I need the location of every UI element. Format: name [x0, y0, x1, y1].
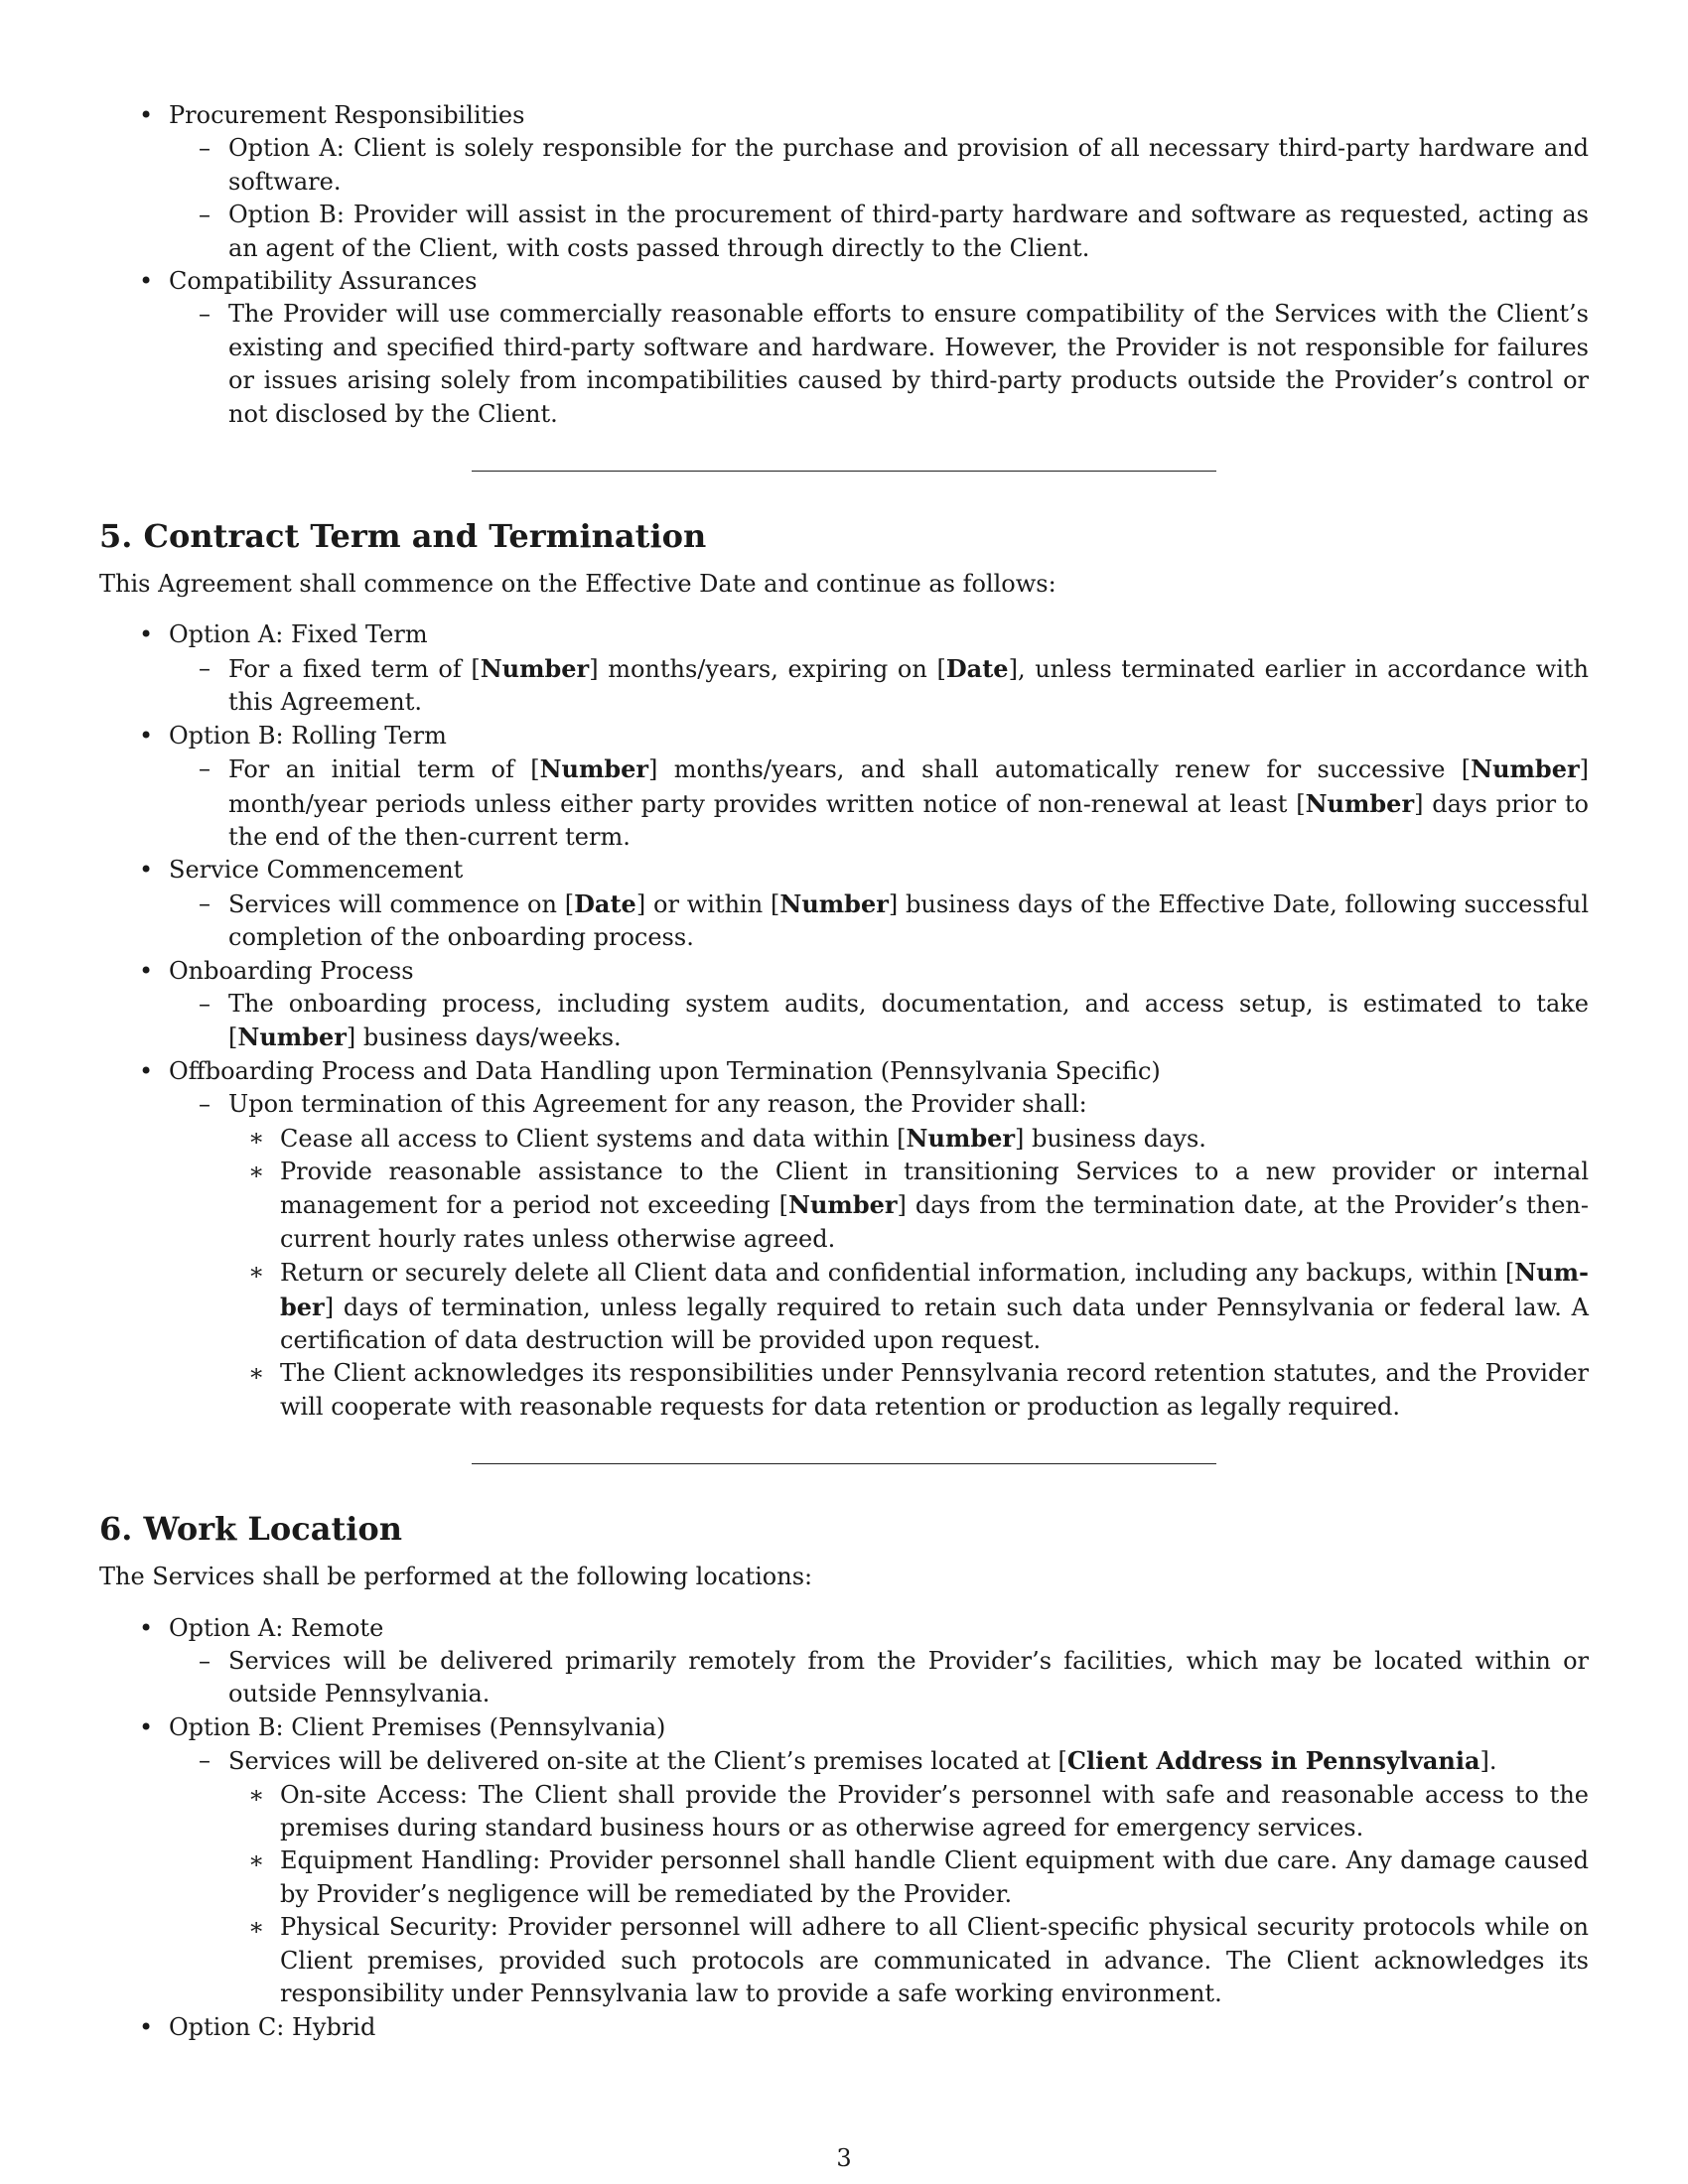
- section-divider: [472, 471, 1216, 472]
- section-divider: [472, 1463, 1216, 1464]
- compatibility-label: Compatibility Assurances: [169, 267, 478, 296]
- procurement-option-a: Option A: Client is solely responsible for the purchase and provision of all necessary third-party hardware and software.: [228, 134, 1589, 196]
- list-item: [99, 618, 1589, 719]
- list-item: [99, 1711, 1589, 2011]
- fixed-term-label: Option A: Fixed Term: [169, 620, 428, 649]
- list-item: [169, 199, 1589, 265]
- list-item: – Services will commence on [Date] or within [Number] business days of the Effective Date, following successful completion of the onboarding process.: [169, 887, 1589, 955]
- location-list: [99, 1612, 1589, 2044]
- rolling-term-label: Option B: Rolling Term: [169, 721, 447, 750]
- list-item: [169, 132, 1589, 199]
- list-item: [169, 1088, 1589, 1424]
- list-item: – Services will be delivered on-site at the Client’s premises located at [Client Address in Pennsylvania]. ∗ On-site Access: The Client shall provide the Provider’s personnel with safe and reasonable access to the premises during standard business hours or as otherwise agreed for emergency services. ∗ Equipment Handling: Provider personnel shall handle Client equipment with due care. Any damage caused by Provider’s negligence will be remediated by the Provider. ∗ Physical Security: Provider personnel will adhere to all Client-specific physical security protocols while on Client premises, provided such protocols are communicated in advance. The Client acknowledges its responsibility under Pennsylvania law to provide a safe working environment.: [169, 1744, 1589, 2010]
- remote-label: Option A: Remote: [169, 1613, 384, 1642]
- section-5-heading: 5. Contract Term and Termination: [99, 517, 707, 556]
- list-item: – For a fixed term of [Number] months/years, expiring on [Date], unless terminated earlier in accordance with this Agreement.: [169, 652, 1589, 720]
- compatibility-text: The Provider will use commercially reasonable efforts to ensure compatibility of the Services with the Client’s existing and specified third-party software and hardware. However, the Provider is not responsible for failures or issues arising solely from incompatibilities caused by third-party products outside the Provider’s control or not disclosed by the Client.: [228, 300, 1589, 428]
- list-item: [99, 1055, 1589, 1424]
- onboarding-label: Onboarding Process: [169, 956, 414, 985]
- list-item: ∗ Provide reasonable assistance to the Client in transitioning Services to a new provider or internal management for a period not exceeding [Number] days from the termination date, at the Provider’s then-current hourly rates unless otherwise agreed.: [228, 1156, 1589, 1256]
- offboarding-intro: Upon termination of this Agreement for any reason, the Provider shall:: [228, 1090, 1087, 1119]
- list-item: ∗ Cease all access to Client systems and data within [Number] business days.: [228, 1122, 1589, 1156]
- section-5-intro: This Agreement shall commence on the Effective Date and continue as follows:: [99, 570, 1056, 599]
- list-item: [99, 265, 1589, 431]
- procurement-option-b: Option B: Provider will assist in the procurement of third-party hardware and software as requested, acting as an agent of the Client, with costs passed through directly to the Client.: [228, 201, 1589, 262]
- premises-label: Option B: Client Premises (Pennsylvania): [169, 1712, 666, 1741]
- term-list: [99, 618, 1589, 1424]
- list-item: ∗ Physical Security: Provider personnel will adhere to all Client-specific physical security protocols while on Client premises, provided such protocols are communicated in advance. The Client acknowledges its responsibility under Pennsylvania law to provide a safe working environment.: [228, 1911, 1589, 2010]
- list-item: [99, 720, 1589, 855]
- page-number: 3: [836, 2144, 852, 2172]
- section-6-intro: The Services shall be performed at the following locations:: [99, 1563, 813, 1591]
- procurement-label: Procurement Responsibilities: [169, 101, 525, 129]
- hybrid-label: Option C: Hybrid: [169, 2012, 376, 2041]
- list-item: [99, 955, 1589, 1055]
- remote-text: Services will be delivered primarily remotely from the Provider’s facilities, which may be located within or outside Pennsylvania.: [228, 1647, 1589, 1708]
- list-item: – For an initial term of [Number] months/years, and shall automatically renew for successive [Number] month/year periods unless either party provides written notice of non-renewal at least [Number] days prior to the end of the then-current term.: [169, 752, 1589, 854]
- list-item: [99, 1612, 1589, 1711]
- list-item: [99, 2011, 1589, 2044]
- list-item: [169, 1645, 1589, 1711]
- list-item: ∗ The Client acknowledges its responsibilities under Pennsylvania record retention statutes, and the Provider will cooperate with reasonable requests for data retention or production as legally required.: [228, 1357, 1589, 1424]
- list-item: ∗ Equipment Handling: Provider personnel shall handle Client equipment with due care. Any damage caused by Provider’s negligence will be remediated by the Provider.: [228, 1844, 1589, 1911]
- procurement-list: [99, 99, 1589, 431]
- list-item: ∗ On-site Access: The Client shall provide the Provider’s personnel with safe and reasonable access to the premises during standard business hours or as otherwise agreed for emergency services.: [228, 1779, 1589, 1845]
- section-6-heading: 6. Work Location: [99, 1510, 402, 1549]
- list-item: ∗ Return or securely delete all Client data and confidential information, including any backups, within [Number] days of termination, unless legally required to retain such data under Pennsylvania or federal law. A certification of data destruction will be provided upon request.: [228, 1256, 1589, 1357]
- list-item: [99, 99, 1589, 265]
- list-item: [169, 298, 1589, 431]
- commencement-label: Service Commencement: [169, 856, 464, 885]
- list-item: [99, 854, 1589, 954]
- offboarding-label: Offboarding Process and Data Handling upon Termination (Pennsylvania Specific): [169, 1056, 1161, 1085]
- list-item: – The onboarding process, including system audits, documentation, and access setup, is estimated to take [Number] business days/weeks.: [169, 988, 1589, 1055]
- document-page: [99, 99, 1589, 2044]
